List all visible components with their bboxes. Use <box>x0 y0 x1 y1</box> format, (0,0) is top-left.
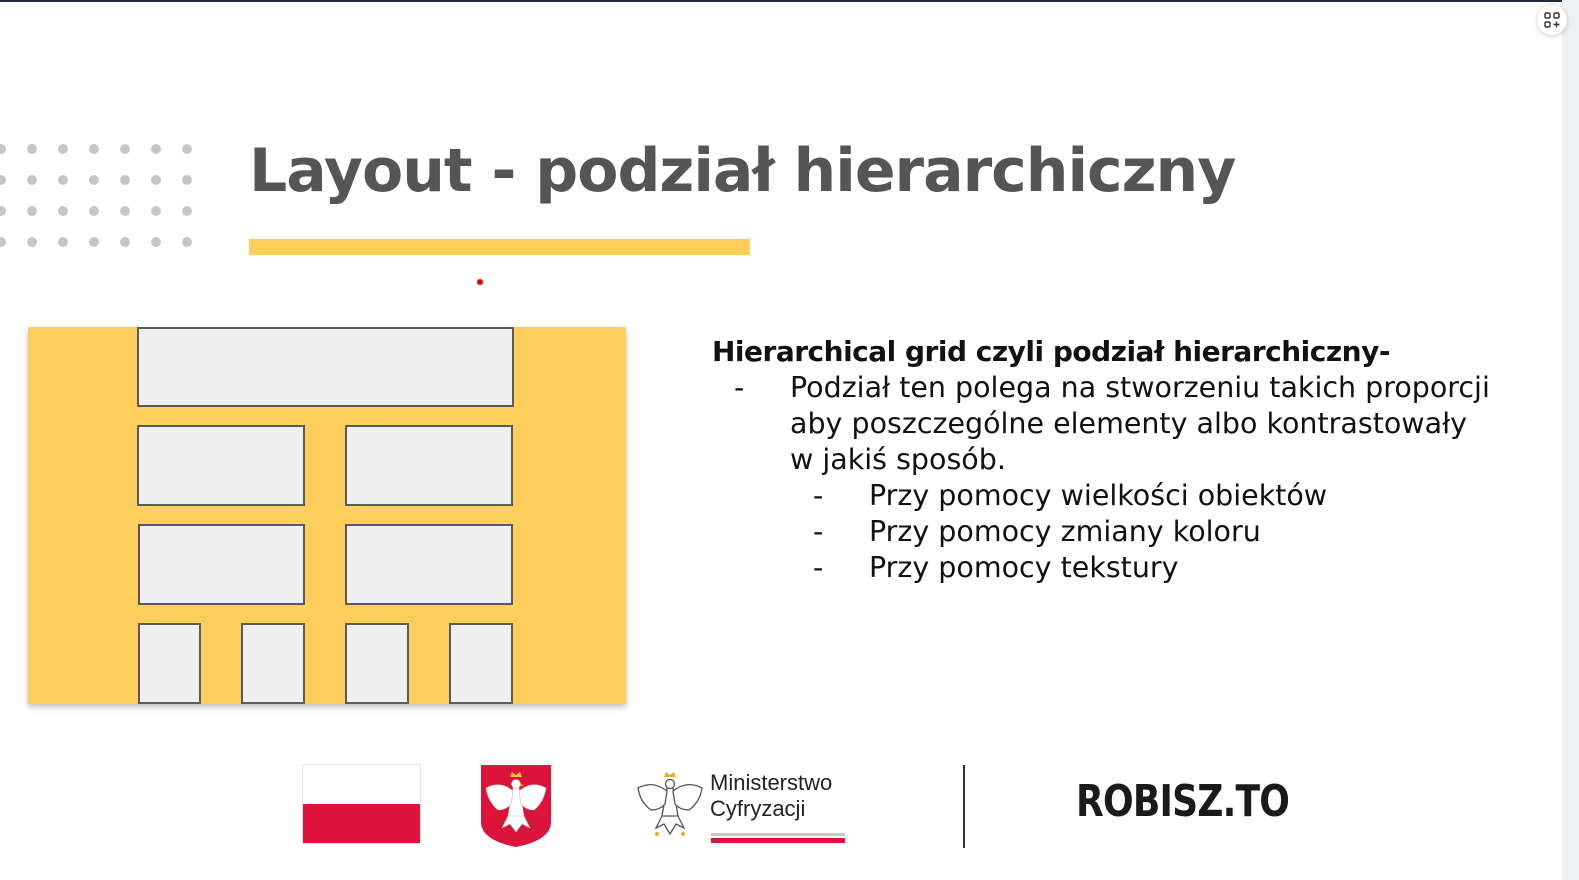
window-top-border <box>0 0 1579 2</box>
robisz-to-logo: ROBISZ.TO <box>1076 776 1290 827</box>
bullet-item <box>712 370 1492 478</box>
ministry-flag-line <box>711 833 845 843</box>
hierarchical-grid-illustration <box>28 327 626 704</box>
sub-bullet-item <box>712 550 1492 586</box>
ministry-eagle-icon <box>635 768 705 842</box>
slide-title: Layout - podział hierarchiczny <box>249 136 1236 206</box>
sub-bullet-item <box>712 514 1492 550</box>
grid-cell-medium <box>345 425 513 506</box>
grid-cell-medium <box>138 524 305 605</box>
grid-cell-small <box>138 623 201 704</box>
apps-add-icon <box>1544 12 1560 28</box>
apps-add-button[interactable] <box>1537 5 1567 35</box>
ministry-name-line2: Cyfryzacji <box>710 796 806 821</box>
grid-cell-medium <box>345 524 513 605</box>
ministry-name <box>710 770 832 822</box>
footer-divider <box>963 765 965 848</box>
grid-cell-medium <box>137 425 305 506</box>
body-heading: Hierarchical grid czyli podział hierarchiczny- <box>712 335 1390 368</box>
sub-bullet-item <box>712 478 1492 514</box>
bullet-dash: - <box>734 371 745 404</box>
grid-cell-small <box>241 623 305 704</box>
polish-flag <box>302 764 421 844</box>
slide-body <box>712 334 1492 586</box>
bullet-dash: - <box>813 515 824 548</box>
grid-cell-small <box>449 623 513 704</box>
title-underline <box>249 239 750 255</box>
laser-pointer-dot <box>477 279 483 285</box>
sub-bullet-text: Przy pomocy zmiany koloru <box>869 515 1261 548</box>
polish-emblem-icon <box>480 764 552 848</box>
grid-cell-small <box>345 623 409 704</box>
sub-bullet-text: Przy pomocy wielkości obiektów <box>869 479 1328 512</box>
ministry-name-line1: Ministerstwo <box>710 770 833 795</box>
bullet-dash: - <box>813 551 824 584</box>
grid-cell-header <box>137 327 514 407</box>
bullet-text: Podział ten polega na stworzeniu takich proporcji aby poszczególne elementy albo kontrastowały w jakiś sposób. <box>790 371 1490 476</box>
right-edge-strip <box>1562 0 1579 880</box>
sub-bullet-text: Przy pomocy tekstury <box>869 551 1179 584</box>
decorative-dot-grid <box>0 143 200 251</box>
bullet-dash: - <box>813 479 824 512</box>
